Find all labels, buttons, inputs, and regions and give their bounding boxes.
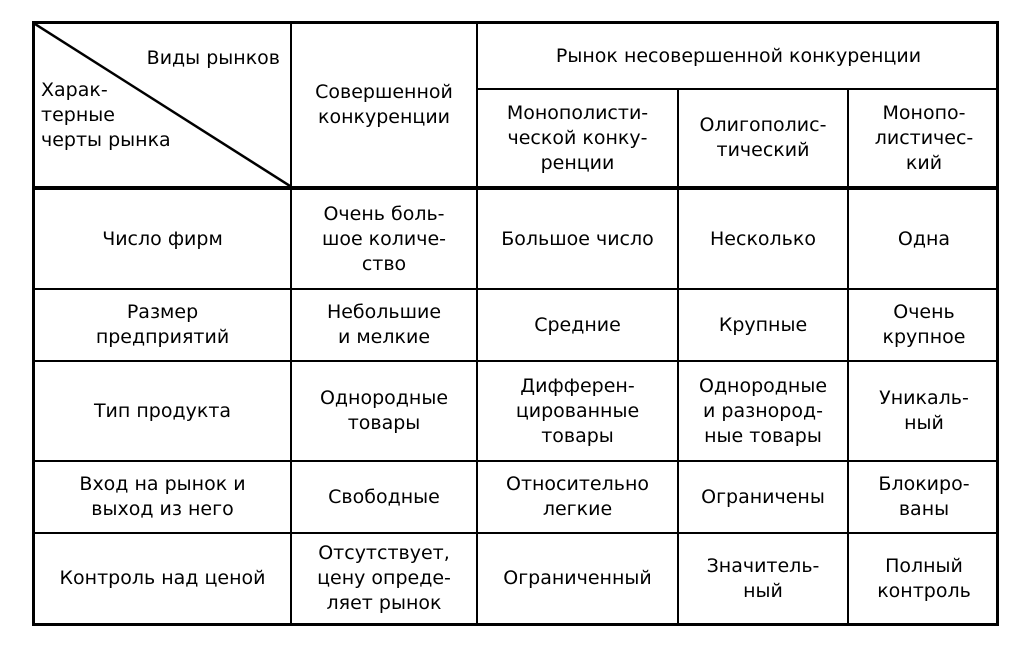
corner-header-cell <box>35 24 292 190</box>
cell-perfect-product: Однородные товары <box>292 362 478 462</box>
cell-oligopoly-product: Однородные и разнород- ные товары <box>679 362 849 462</box>
cell-oligopoly-price: Значитель- ный <box>679 534 849 623</box>
cell-oligopoly-size: Крупные <box>679 290 849 362</box>
header-monopolistic-competition: Монополисти- ческой конку- ренции <box>478 90 679 190</box>
cell-monopolistic-number: Большое число <box>478 190 679 290</box>
cell-monopoly-size: Очень крупное <box>849 290 999 362</box>
corner-market-types-label: Виды рынков <box>146 47 280 69</box>
row-feature-price-control: Контроль над ценой <box>35 534 292 623</box>
cell-monopoly-number: Одна <box>849 190 999 290</box>
row-feature-enterprise-size: Размер предприятий <box>35 290 292 362</box>
cell-monopoly-entry: Блокиро- ваны <box>849 462 999 534</box>
header-imperfect-competition-group: Рынок несовершенной конкуренции <box>478 24 999 90</box>
header-oligopoly: Олигополис- тический <box>679 90 849 190</box>
corner-features-label: Харак- терные черты рынка <box>41 79 171 151</box>
cell-oligopoly-entry: Ограничены <box>679 462 849 534</box>
cell-monopolistic-product: Дифферен- цированные товары <box>478 362 679 462</box>
header-monopoly: Монопо- листичес- кий <box>849 90 999 190</box>
row-feature-market-entry-exit: Вход на рынок и выход из него <box>35 462 292 534</box>
header-perfect-competition: Совершенной конкуренции <box>292 24 478 190</box>
cell-monopoly-product: Уникаль- ный <box>849 362 999 462</box>
cell-perfect-price: Отсутствует, цену опреде- ляет рынок <box>292 534 478 623</box>
row-feature-number-of-firms: Число фирм <box>35 190 292 290</box>
cell-perfect-entry: Свободные <box>292 462 478 534</box>
row-feature-product-type: Тип продукта <box>35 362 292 462</box>
cell-monopoly-price: Полный контроль <box>877 554 971 602</box>
cell-perfect-number: Очень боль- шое количе- ство <box>292 190 478 290</box>
cell-monopolistic-entry: Относительно легкие <box>478 462 679 534</box>
cell-perfect-size: Небольшие и мелкие <box>292 290 478 362</box>
cell-monopolistic-size: Средние <box>478 290 679 362</box>
cell-oligopoly-number: Несколько <box>679 190 849 290</box>
market-types-table <box>32 21 999 626</box>
cell-monopolistic-price: Ограниченный <box>478 534 679 623</box>
